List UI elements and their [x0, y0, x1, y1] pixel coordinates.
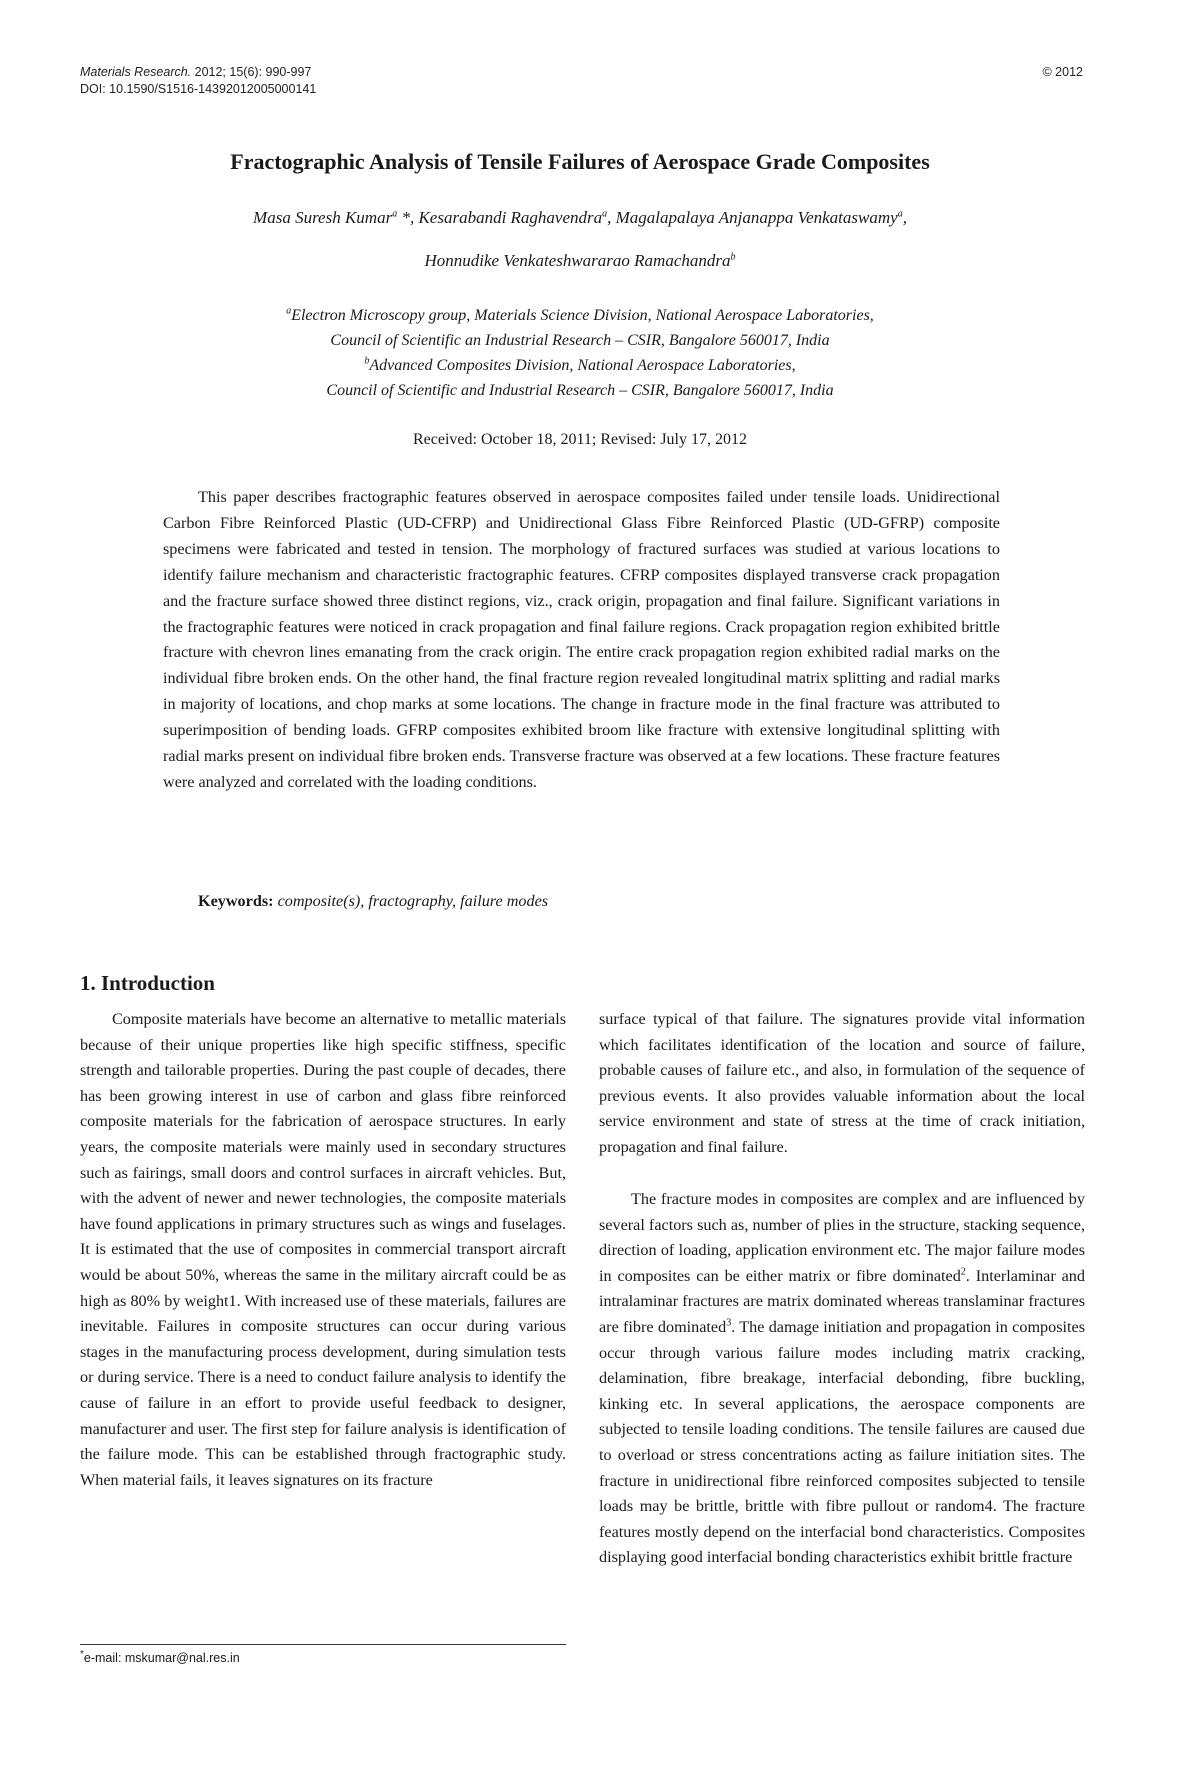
- affil-b-line-1: Advanced Composites Division, National Aerospace Laboratories,: [369, 357, 796, 374]
- copyright: © 2012: [1042, 65, 1083, 79]
- affiliation-b: [80, 353, 1080, 403]
- footnote: [80, 1650, 240, 1667]
- intro-paragraph-1: Composite materials have become an alternative to metallic materials because of their unique properties like high specific stiffness, specific strength and tailorable properties. During the past couple of decades, there has been growing interest in use of carbon and glass fibre reinforced composite materials for the fabrication of aerospace structures. In early years, the composite materials were mainly used in secondary structures such as fairings, small doors and control surfaces in aircraft vehicles. But, with the advent of newer and newer technologies, the composite materials have found applications in primary structures such as wings and fuselages. It is estimated that the use of composites in commercial transport aircraft would be about 50%, whereas the same in the military aircraft could be as high as 80% by weight1. With increased use of these materials, failures are inevitable. Failures in composite structures can occur during various stages in the manufacturing process development, during simulation tests or during service. There is a need to conduct failure analysis to identify the cause of failure in an effort to provide useful feedback to designer, manufacturer and user. The first step for failure analysis is identification of the failure mode. This can be established through fractographic study. When material fails, it leaves signatures on its fracture: [80, 1010, 566, 1489]
- keywords: [198, 890, 548, 912]
- author-name: Magalapalaya Anjanappa Venkataswamy: [615, 208, 898, 227]
- received-dates: Received: October 18, 2011; Revised: July 17, 2012: [412, 431, 747, 448]
- paper-title: Fractographic Analysis of Tensile Failures of Aerospace Grade Composites: [230, 149, 930, 174]
- text-span: . The damage initiation and propagation in composites occur through various failure modes including matrix cracking, delamination, fibre breakage, interfacial debonding, fibre buckling, kinking etc. In several applications, the aerospace components are subjected to tensile loading conditions. The tensile failures are caused due to overload or stress concentrations acting as failure initiation sites. The fracture in unidirectional fibre reinforced composites subjected to tensile loads may be brittle, brittle with fibre pullout or random4. The fracture features mostly depend on the interfacial bond characteristics. Composites displaying good interfacial bonding characteristics exhibit brittle fracture: [599, 1317, 1085, 1567]
- author-separator: ,: [902, 208, 907, 227]
- affil-mark: b: [364, 355, 370, 367]
- author-separator: ,: [607, 208, 616, 227]
- keywords-list: composite(s), fractography, failure modes: [277, 892, 549, 910]
- doi: DOI: 10.1590/S1516-14392012005000141: [80, 82, 317, 96]
- intro-paragraph-2: surface typical of that failure. The signatures provide vital information which facilitates identification of the location and source of failure, probable causes of failure etc., and also, in formulation of the sequence of previous events. It also provides valuable information about the local service environment and state of stress at the time of crack initiation, propagation and final failure.: [599, 1010, 1085, 1156]
- citation-line: [80, 64, 311, 81]
- section-heading-introduction: 1. Introduction: [80, 971, 215, 995]
- footnote-mark: *: [80, 1648, 84, 1660]
- text-span: . Interlaminar and intralaminar fractures are matrix dominated whereas translaminar fractures are fibre dominated: [599, 1266, 1085, 1336]
- affil-a-line-2: Council of Scientific an Industrial Research – CSIR, Bangalore 560017, India: [330, 332, 830, 349]
- volume-pages: 2012; 15(6): 990-997: [191, 65, 312, 79]
- reference-mark: 3: [726, 1317, 732, 1329]
- journal-name: Materials Research.: [80, 65, 192, 79]
- author-name: Masa Suresh Kumar: [253, 208, 393, 227]
- author-affil-mark: a: [897, 208, 903, 220]
- affil-mark: a: [286, 305, 292, 317]
- author-line-1: [80, 207, 1080, 229]
- author-separator: *,: [397, 208, 419, 227]
- author-affil-mark: a: [602, 208, 608, 220]
- author-affil-mark: a: [392, 208, 398, 220]
- contact-email: e-mail: mskumar@nal.res.in: [83, 1651, 240, 1665]
- text-span: The fracture modes in composites are complex and are influenced by several factors such as, number of plies in the structure, stacking sequence, direction of loading, application environment etc. The major failure modes in composites can be either matrix or fibre dominated: [599, 1190, 1085, 1285]
- author-name: Kesarabandi Raghavendra: [418, 208, 603, 227]
- abstract: This paper describes fractographic features observed in aerospace composites failed under tensile loads. Unidirectional Carbon Fibre Reinforced Plastic (UD-CFRP) and Unidirectional Glass Fibre Reinforced Plastic (UD-GFRP) composite specimens were fabricated and tested in tension. The morphology of fractured surfaces was studied at various locations to identify failure mechanism and characteristic fractographic features. CFRP composites displayed transverse crack propagation and the fracture surface showed three distinct regions, viz., crack origin, propagation and final failure. Significant variations in the fractographic features were noticed in crack propagation and final failure regions. Crack propagation region exhibited brittle fracture with chevron lines emanating from the crack origin. The entire crack propagation region exhibited radial marks on the individual fibre broken ends. On the other hand, the final fracture region revealed longitudinal matrix splitting and radial marks in majority of locations, and chop marks at some locations. The change in fracture mode in the final fracture was attributed to superimposition of bending loads. GFRP composites exhibited broom like fracture with extensive longitudinal splitting with radial marks present on individual fibre broken ends. Transverse fracture was observed at a few locations. These fracture features were analyzed and correlated with the loading conditions.: [163, 488, 1000, 791]
- keywords-label: Keywords:: [198, 892, 274, 910]
- footnote-divider: [80, 1644, 566, 1645]
- author-affil-mark: b: [730, 251, 736, 263]
- author-line-2: [80, 250, 1080, 272]
- intro-paragraph-3: [599, 1187, 1085, 1571]
- reference-mark: 2: [960, 1266, 966, 1278]
- affil-a-line-1: Electron Microscopy group, Materials Science Division, National Aerospace Laboratories,: [291, 307, 874, 324]
- affil-b-line-2: Council of Scientific and Industrial Research – CSIR, Bangalore 560017, India: [326, 382, 834, 399]
- author-name: Honnudike Venkateshwararao Ramachandra: [424, 251, 731, 270]
- affiliation-a: [80, 303, 1080, 353]
